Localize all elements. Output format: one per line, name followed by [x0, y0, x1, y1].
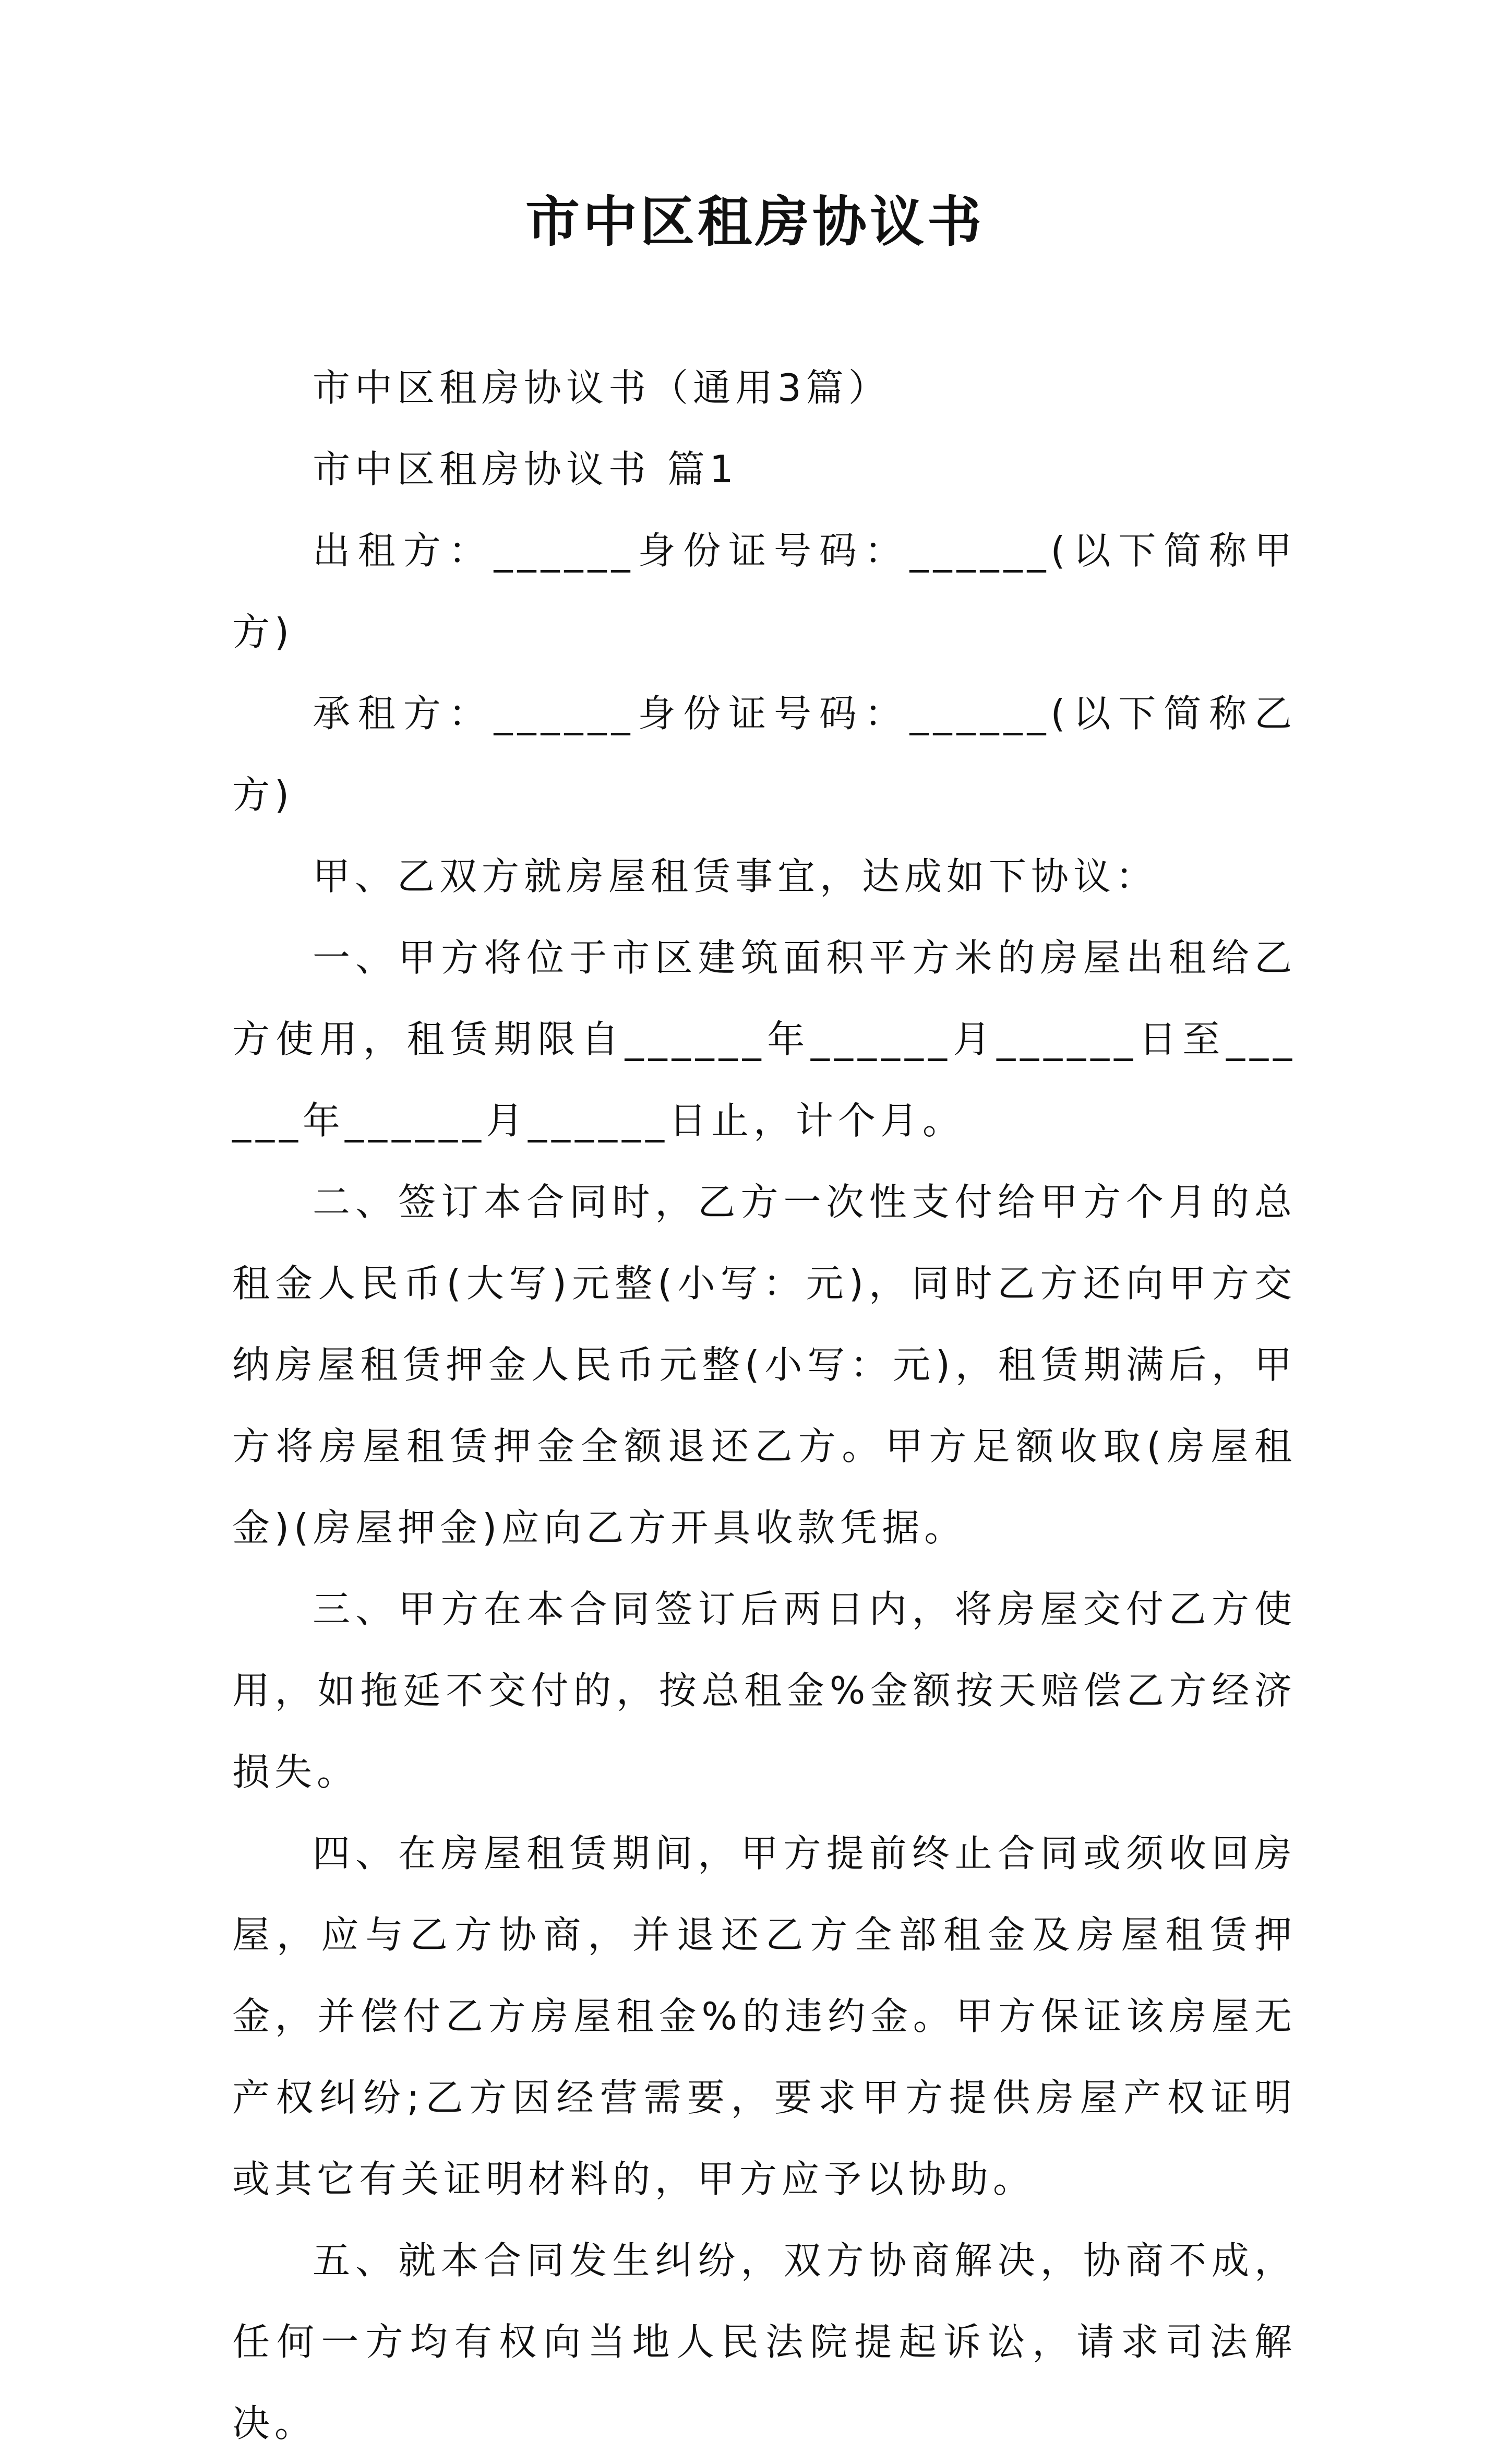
section-heading: 市中区租房协议书 篇1	[313, 447, 738, 491]
document-title: 市中区租房协议书	[525, 189, 985, 254]
lessor-line: 出租方：______身份证号码：______(以下简称甲方)	[232, 529, 1297, 654]
subtitle-paragraph: 市中区租房协议书（通用3篇）	[313, 366, 891, 410]
clause-2: 二、签订本合同时，乙方一次性支付给甲方个月的总租金人民币(大写)元整(小写：元)，同时乙方还向甲方交纳房屋租赁押金人民币元整(小写：元)，租赁期满后，甲方将房屋租赁押金全额退还乙方。甲方足额收取(房屋租金)(房屋押金)应向乙方开具收款凭据。	[232, 1180, 1297, 1550]
agreement-intro: 甲、乙双方就房屋租赁事宜，达成如下协议：	[313, 854, 1158, 898]
document-body	[232, 347, 1297, 2464]
clause-1: 一、甲方将位于市区建筑面积平方米的房屋出租给乙方使用，租赁期限自______年______月______日至______年______月______日止，计个月。	[232, 936, 1297, 1142]
clause-3: 三、甲方在本合同签订后两日内，将房屋交付乙方使用，如拖延不交付的，按总租金%金额按天赔偿乙方经济损失。	[232, 1587, 1297, 1794]
clause-5: 五、就本合同发生纠纷，双方协商解决，协商不成，任何一方均有权向当地人民法院提起诉讼，请求司法解决。	[232, 2239, 1297, 2445]
lessee-line: 承租方：______身份证号码：______(以下简称乙方)	[232, 692, 1297, 817]
clause-4: 四、在房屋租赁期间，甲方提前终止合同或须收回房屋，应与乙方协商，并退还乙方全部租金及房屋租赁押金，并偿付乙方房屋租金%的违约金。甲方保证该房屋无产权纠纷;乙方因经营需要，要求甲方提供房屋产权证明或其它有关证明材料的，甲方应予以协助。	[232, 1831, 1297, 2201]
